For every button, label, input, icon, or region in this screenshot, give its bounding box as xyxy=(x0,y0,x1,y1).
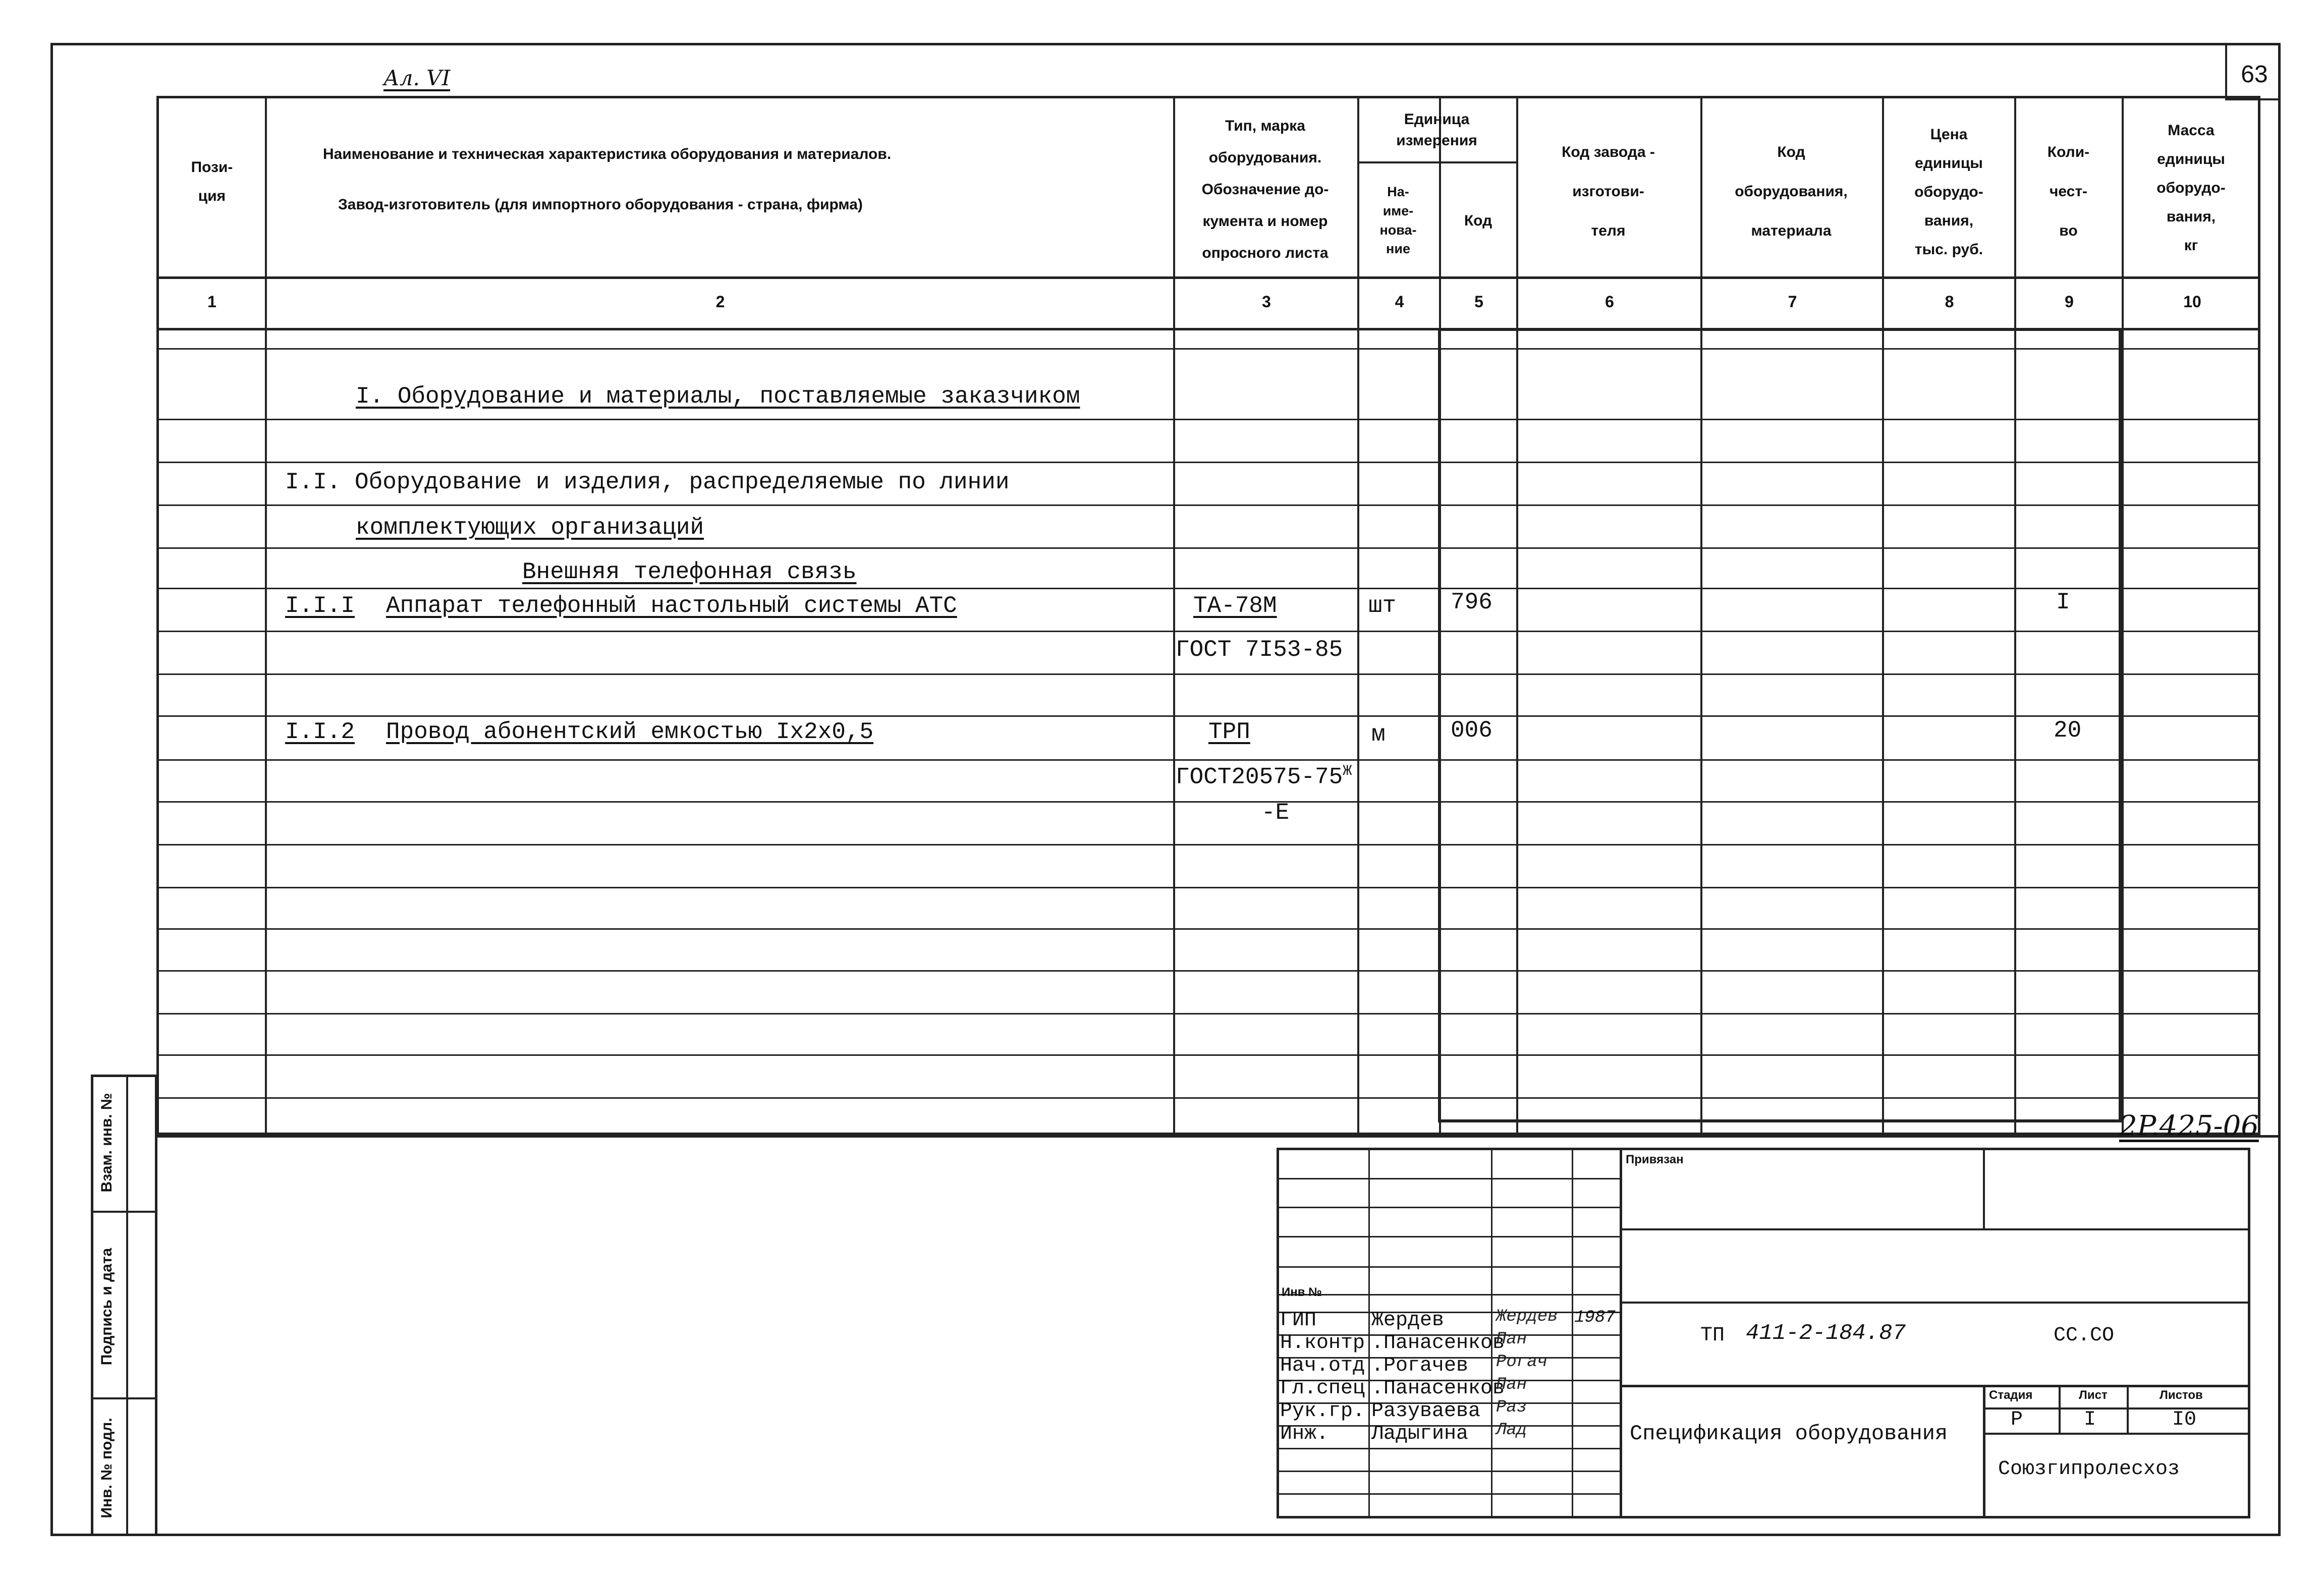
title-block-stage-divider xyxy=(1983,1385,1985,1518)
item1-quantity: I xyxy=(2056,589,2070,615)
sheet-label: Ал. VI xyxy=(383,66,451,90)
title-block-main-divider xyxy=(1620,1148,1622,1518)
col-number-4: 4 xyxy=(1395,293,1404,311)
section-1-1-title-line1: I.I. Оборудование и изделия, распределяемые по линии xyxy=(285,469,1010,495)
staff-signature: Раз xyxy=(1496,1398,1527,1417)
header-quantity: Коли- чест- во xyxy=(2047,144,2090,239)
header-equipment-code: Код оборудования, материала xyxy=(1735,144,1848,239)
item2-document-suffix: -Е xyxy=(1261,800,1290,826)
staff-signature: Рогач xyxy=(1496,1352,1548,1372)
side-label-inv-podl: Инв. № подл. xyxy=(98,1418,115,1518)
table-row-line xyxy=(156,1054,2260,1056)
staff-name: .Панасенков xyxy=(1371,1377,1505,1400)
stage-value: Р xyxy=(2011,1408,2023,1431)
table-row-line xyxy=(156,970,2260,972)
stage-header-line xyxy=(1983,1407,2250,1409)
organization: Союзгипролесхоз xyxy=(1998,1458,2180,1481)
table-row-line xyxy=(156,588,2260,589)
title-block-grid-line xyxy=(1277,1207,1620,1208)
staff-name: Разуваева xyxy=(1371,1400,1481,1423)
staff-signature: Жердев xyxy=(1496,1307,1558,1326)
item1-name: Аппарат телефонный настольный системы АТС xyxy=(386,593,957,619)
title-block-grid-col xyxy=(1572,1148,1573,1518)
project-number: 411-2-184.87 xyxy=(1746,1321,1906,1346)
table-row-line xyxy=(156,504,2260,506)
sheet-code: СС.СО xyxy=(2054,1324,2115,1347)
table-row-line xyxy=(156,801,2260,803)
table-row-line xyxy=(156,673,2260,675)
subsection-title: Внешняя телефонная связь xyxy=(522,559,857,585)
sheet-num-label: Лист xyxy=(2079,1388,2108,1402)
item1-position: I.I.I xyxy=(285,593,355,619)
sheet-value: I xyxy=(2084,1408,2096,1431)
unit-header-split xyxy=(1357,161,1516,163)
staff-role: Нач.отд xyxy=(1280,1355,1365,1377)
title-block-grid-line xyxy=(1277,1236,1620,1237)
data-bold-box xyxy=(1438,328,2122,1122)
staff-role: Гл.спец xyxy=(1280,1377,1365,1400)
side-label-podpis: Подпись и дата xyxy=(98,1248,115,1366)
header-name: Наименование и техническая характеристика оборудования и материалов. xyxy=(323,145,892,162)
item2-type: ТРП xyxy=(1208,719,1250,745)
header-manufacturer: Завод-изготовитель (для импортного оборудования - страна, фирма) xyxy=(338,196,863,213)
table-row-line xyxy=(156,547,2260,549)
side-label-vzam: Взам. инв. № xyxy=(98,1093,115,1193)
col-number-7: 7 xyxy=(1788,293,1797,311)
project-prefix: ТП xyxy=(1700,1324,1725,1347)
staff-name: .Панасенков xyxy=(1371,1332,1505,1355)
title-block-grid-line xyxy=(1277,1178,1620,1179)
section-1-1-title-line2: комплектующих организаций xyxy=(356,515,704,541)
staff-name: Жердев xyxy=(1371,1309,1445,1332)
table-row-line xyxy=(156,462,2260,463)
table-row-line xyxy=(156,715,2260,717)
header-position: Пози- ция xyxy=(191,159,233,204)
item2-name: Провод абонентский емкостью Iх2х0,5 xyxy=(386,719,874,745)
document-title: Спецификация оборудования xyxy=(1630,1422,1948,1446)
staff-role: ГИП xyxy=(1280,1309,1317,1332)
title-block-grid-line xyxy=(1277,1312,1620,1313)
table-row-line xyxy=(156,419,2260,420)
title-block-grid-line xyxy=(1277,1471,1620,1472)
title-block-grid-line xyxy=(1277,1493,1620,1495)
item2-code: 006 xyxy=(1451,717,1492,744)
col-number-9: 9 xyxy=(2065,293,2074,311)
table-row-line xyxy=(156,759,2260,761)
staff-signature: Пан xyxy=(1496,1330,1527,1349)
stage-label: Стадия xyxy=(1989,1388,2033,1402)
item1-document: ГОСТ 7I53-85 xyxy=(1176,637,1343,663)
item1-type: ТА-78М xyxy=(1193,593,1277,619)
table-row-line xyxy=(156,348,2260,350)
header-unit-name: На- име- нова- ние xyxy=(1379,184,1417,257)
item2-document-text: ГОСТ20575-75 xyxy=(1176,764,1343,791)
item2-position: I.I.2 xyxy=(285,719,355,745)
stage-col-2 xyxy=(2127,1385,2129,1433)
item1-code: 796 xyxy=(1451,589,1492,615)
col-number-2: 2 xyxy=(715,293,725,311)
side-stamp-divider xyxy=(126,1075,128,1536)
col-number-3: 3 xyxy=(1262,293,1271,311)
header-divider xyxy=(156,276,2260,279)
table-bottom-line xyxy=(156,1135,2281,1138)
table-row-line xyxy=(156,631,2260,632)
staff-name: .Рогачев xyxy=(1371,1355,1469,1377)
col-line-2 xyxy=(1173,96,1175,1135)
section-1-title: I. Оборудование и материалы, поставляемые заказчиком xyxy=(356,383,1080,410)
header-type: Тип, марка оборудования. Обозначение до- кумента и номер опросного листа xyxy=(1201,117,1329,261)
title-block-privyazan-divider xyxy=(1983,1148,1985,1228)
item2-quantity: 20 xyxy=(2054,717,2082,744)
staff-signature: Лад xyxy=(1496,1421,1527,1440)
col-line-1 xyxy=(265,96,267,1135)
staff-name: Ладыгина xyxy=(1371,1423,1469,1445)
document-code: 2P.425-06 xyxy=(2119,1110,2259,1143)
staff-role: Рук.гр. xyxy=(1280,1400,1365,1423)
staff-role: Н.контр xyxy=(1280,1332,1365,1355)
header-price: Цена единицы оборудо- вания, тыс. руб. xyxy=(1914,126,1983,258)
stage-col-1 xyxy=(2059,1385,2061,1433)
item2-document-sup: Ж xyxy=(1343,763,1352,780)
col-number-10: 10 xyxy=(2183,293,2201,311)
item1-unit: шт xyxy=(1368,593,1397,619)
title-block-row-b xyxy=(1620,1302,2250,1304)
item2-document xyxy=(1176,763,1352,790)
stage-value-line xyxy=(1983,1433,2250,1435)
col-line-3 xyxy=(1357,96,1359,1135)
title-block-row-a xyxy=(1620,1228,2250,1230)
staff-role: Инж. xyxy=(1280,1423,1329,1445)
staff-date: 1987 xyxy=(1574,1308,1616,1327)
table-row-line xyxy=(156,1097,2260,1099)
table-row-line xyxy=(156,1013,2260,1014)
sheets-total-value: I0 xyxy=(2172,1408,2197,1431)
table-row-line xyxy=(156,928,2260,930)
header-unit: Единица измерения xyxy=(1396,110,1477,149)
col-number-6: 6 xyxy=(1605,293,1614,311)
sheets-total-label: Листов xyxy=(2160,1388,2203,1402)
col-number-1: 1 xyxy=(207,293,216,311)
col-number-5: 5 xyxy=(1474,293,1483,311)
title-block-grid-line xyxy=(1277,1448,1620,1449)
header-factory-code: Код завода - изготови- теля xyxy=(1562,144,1655,239)
staff-signature: Пан xyxy=(1496,1375,1527,1394)
title-block-grid-line xyxy=(1277,1294,1620,1295)
item2-unit: м xyxy=(1371,721,1386,748)
title-block-grid-line xyxy=(1277,1266,1620,1268)
title-block-row-c xyxy=(1620,1385,2250,1387)
inv-no-label: Инв № xyxy=(1282,1285,1322,1299)
title-block-grid-col xyxy=(1368,1148,1370,1518)
page-number: 63 xyxy=(2241,61,2268,88)
privyazan-label: Привязан xyxy=(1626,1153,1684,1166)
col-number-8: 8 xyxy=(1945,293,1954,311)
col-line-9 xyxy=(2122,96,2124,1135)
table-row-line xyxy=(156,887,2260,888)
table-row-line xyxy=(156,844,2260,845)
page-number-divider xyxy=(2225,43,2227,98)
header-unit-code: Код xyxy=(1464,212,1492,229)
header-mass: Масса единицы оборудо- вания, кг xyxy=(2156,122,2226,254)
